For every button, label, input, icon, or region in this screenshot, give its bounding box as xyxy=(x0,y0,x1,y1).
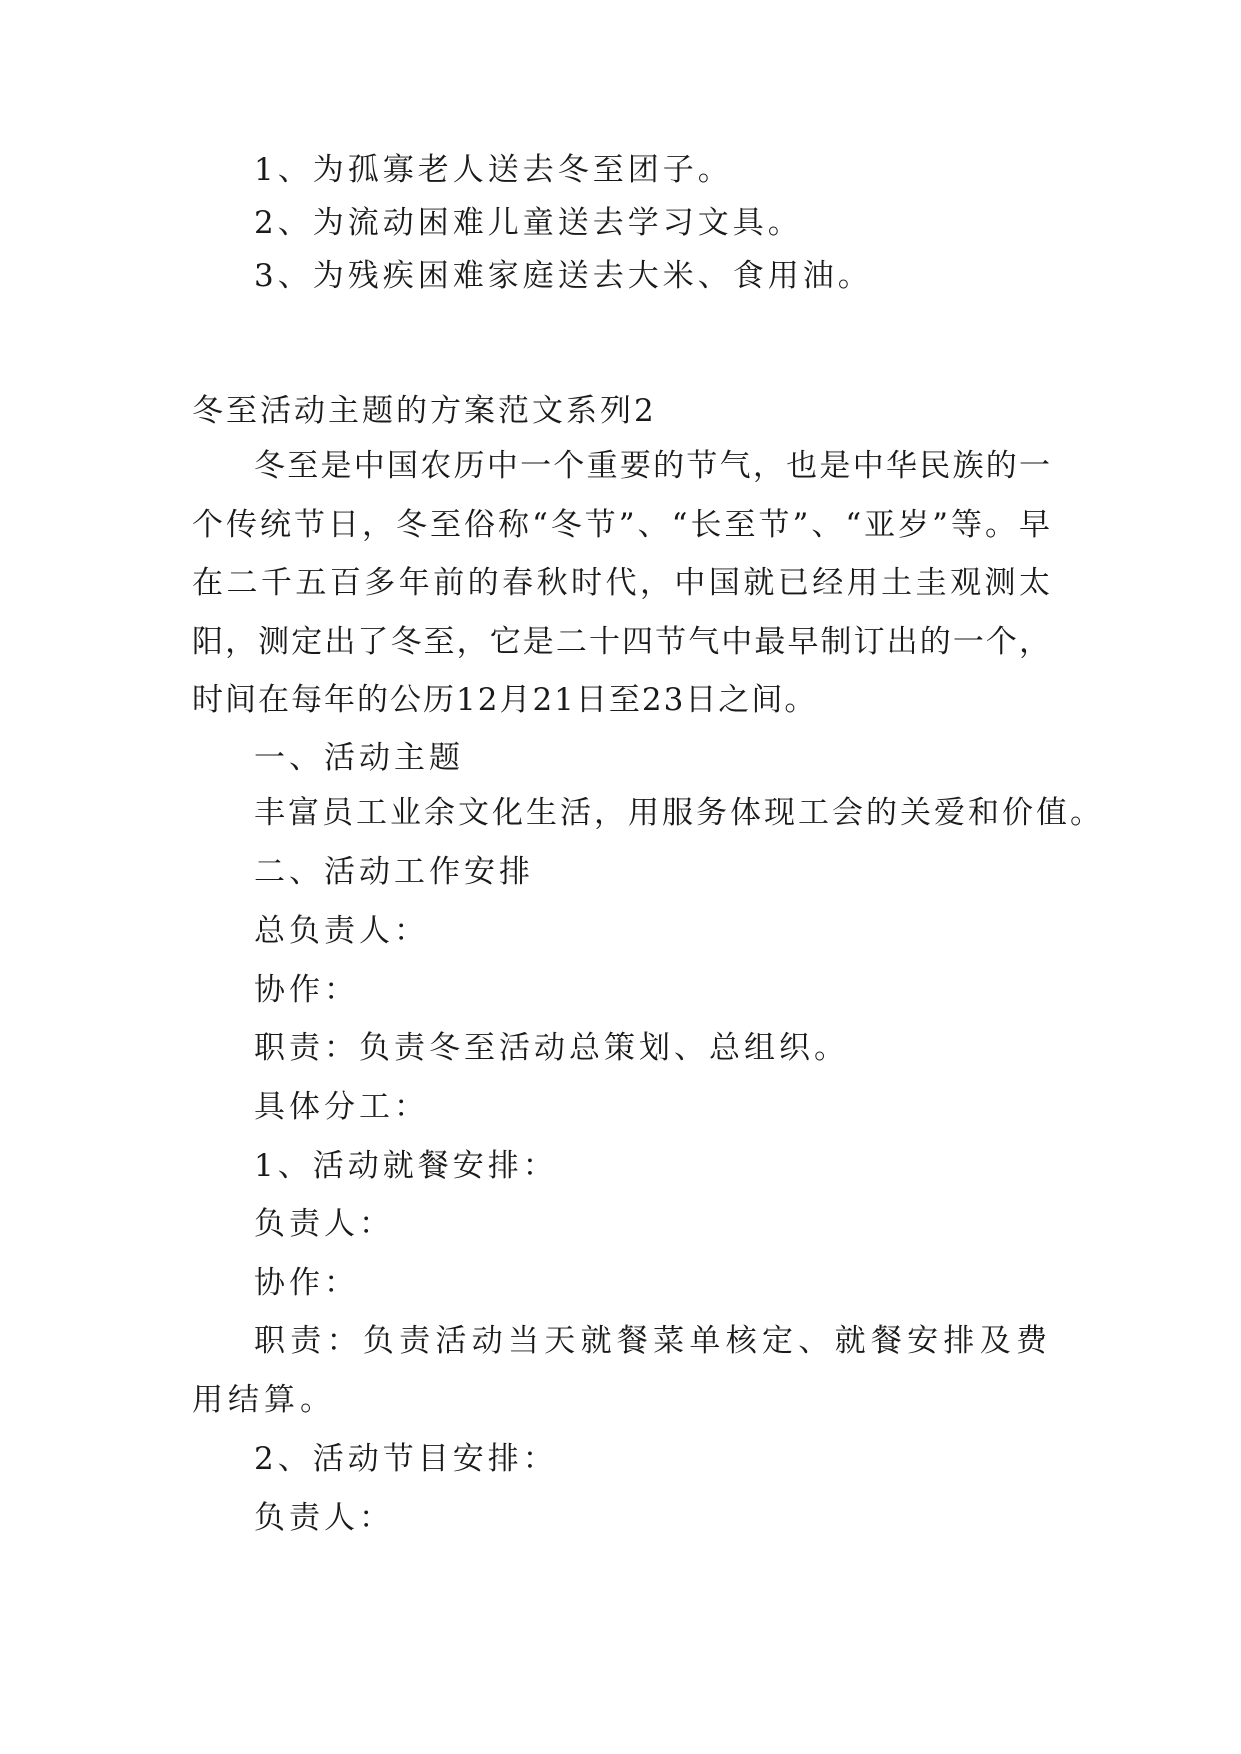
intro-paragraph: 冬至是中国农历中一个重要的节气，也是中华民族的一个传统节日，冬至俗称“冬节”、“长至节”、“亚岁”等。早在二千五百多年前的春秋时代，中国就已经用土圭观测太阳，测定出了冬至，它是二十四节气中最早制订出的一个，时间在每年的公历12月21日至23日之间。 xyxy=(192,448,1052,718)
label-assist: 协作： xyxy=(254,1265,359,1301)
duty-text: 职责：负责冬至活动总策划、总组织。 xyxy=(254,1030,849,1066)
theme-text: 丰富员工业余文化生活，用服务体现工会的关爱和价值。 xyxy=(254,795,1104,831)
label-chief: 总负责人： xyxy=(254,913,429,949)
label-responsible: 负责人： xyxy=(254,1500,394,1536)
label-responsible: 负责人： xyxy=(254,1206,394,1242)
heading-activity-theme: 一、活动主题 xyxy=(254,740,464,776)
item-dining: 1、活动就餐安排： xyxy=(254,1148,558,1184)
duty-paragraph: 职责：负责活动当天就餐菜单核定、就餐安排及费用结算。 xyxy=(192,1323,1052,1418)
label-assist: 协作： xyxy=(254,972,359,1008)
list-item: 3、为残疾困难家庭送去大米、食用油。 xyxy=(254,258,873,294)
item-program: 2、活动节目安排： xyxy=(254,1441,558,1477)
list-item: 2、为流动困难儿童送去学习文具。 xyxy=(254,205,803,241)
list-item: 1、为孤寡老人送去冬至团子。 xyxy=(254,152,733,188)
heading-work-arrangement: 二、活动工作安排 xyxy=(254,854,534,890)
section-title: 冬至活动主题的方案范文系列2 xyxy=(192,393,657,429)
label-division: 具体分工： xyxy=(254,1089,429,1125)
